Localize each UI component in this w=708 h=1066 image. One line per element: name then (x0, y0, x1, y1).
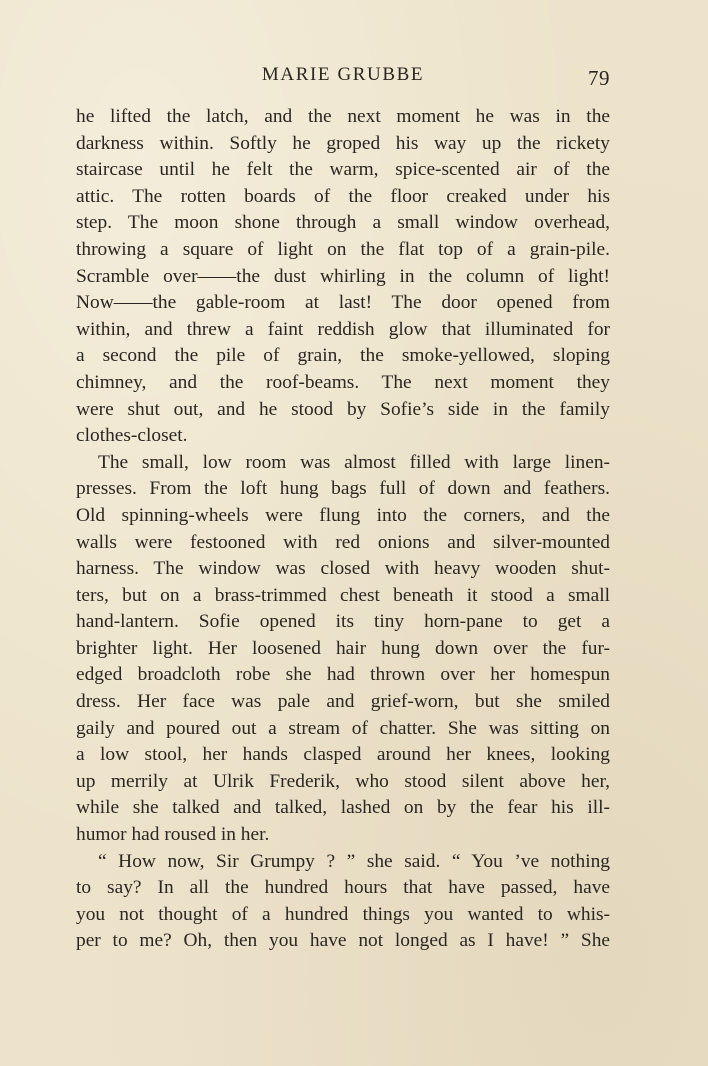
text-line: chimney, and the roof-beams. The next moment they (76, 371, 610, 393)
text-line: The small, low room was almost filled with large linen- (98, 451, 610, 473)
paragraph (76, 450, 610, 849)
text-line: harness. The window was closed with heavy wooden shut- (76, 558, 610, 580)
text-line: gaily and poured out a stream of chatter. She was sitting on (76, 717, 610, 739)
text-line: a second the pile of grain, the smoke-yellowed, sloping (76, 345, 610, 367)
text-line: Old spinning-wheels were flung into the corners, and the (76, 504, 610, 526)
page-number: 79 (588, 66, 610, 90)
text-line: “ How now, Sir Grumpy ? ” she said. “ You ’ve nothing (98, 850, 610, 872)
text-line: brighter light. Her loosened hair hung down over the fur- (76, 637, 610, 659)
text-line: presses. From the loft hung bags full of down and feathers. (76, 478, 610, 500)
paragraph (76, 849, 610, 955)
text-line: walls were festooned with red onions and silver-mounted (76, 531, 610, 553)
text-line: darkness within. Softly he groped his way up the rickety (76, 132, 610, 154)
text-line: humor had roused in her. (76, 824, 270, 846)
text-line: staircase until he felt the warm, spice-scented air of the (76, 159, 610, 181)
text-line: edged broadcloth robe she had thrown over her homespun (76, 664, 610, 686)
text-line: up merrily at Ulrik Frederik, who stood silent above her, (76, 770, 610, 792)
text-line: to say? In all the hundred hours that have passed, have (76, 877, 610, 899)
text-line: Now——the gable-room at last! The door opened from (76, 292, 610, 314)
paragraph (76, 104, 610, 450)
text-line: he lifted the latch, and the next moment he was in the (76, 106, 610, 127)
text-line: while she talked and talked, lashed on by the fear his ill- (76, 797, 610, 819)
text-line: dress. Her face was pale and grief-worn, but she smiled (76, 691, 610, 713)
text-line: Scramble over——the dust whirling in the column of light! (76, 265, 610, 287)
text-line: you not thought of a hundred things you wanted to whis- (76, 903, 610, 925)
text-line: per to me? Oh, then you have not longed as I have! ” She (76, 930, 610, 952)
text-line: throwing a square of light on the flat top of a grain-pile. (76, 238, 610, 260)
text-line: attic. The rotten boards of the floor creaked under his (76, 185, 610, 207)
text-line: hand-lantern. Sofie opened its tiny horn-pane to get a (76, 611, 610, 633)
running-title: MARIE GRUBBE (261, 64, 425, 85)
body-text (76, 104, 610, 955)
running-head (76, 64, 610, 94)
text-line: step. The moon shone through a small window overhead, (76, 212, 610, 234)
text-line: within, and threw a faint reddish glow that illuminated for (76, 318, 610, 340)
text-line: ters, but on a brass-trimmed chest beneath it stood a small (76, 584, 610, 606)
text-line: clothes-closet. (76, 425, 188, 447)
text-line: were shut out, and he stood by Sofie’s side in the family (76, 398, 610, 420)
text-line: a low stool, her hands clasped around her knees, looking (76, 744, 610, 766)
